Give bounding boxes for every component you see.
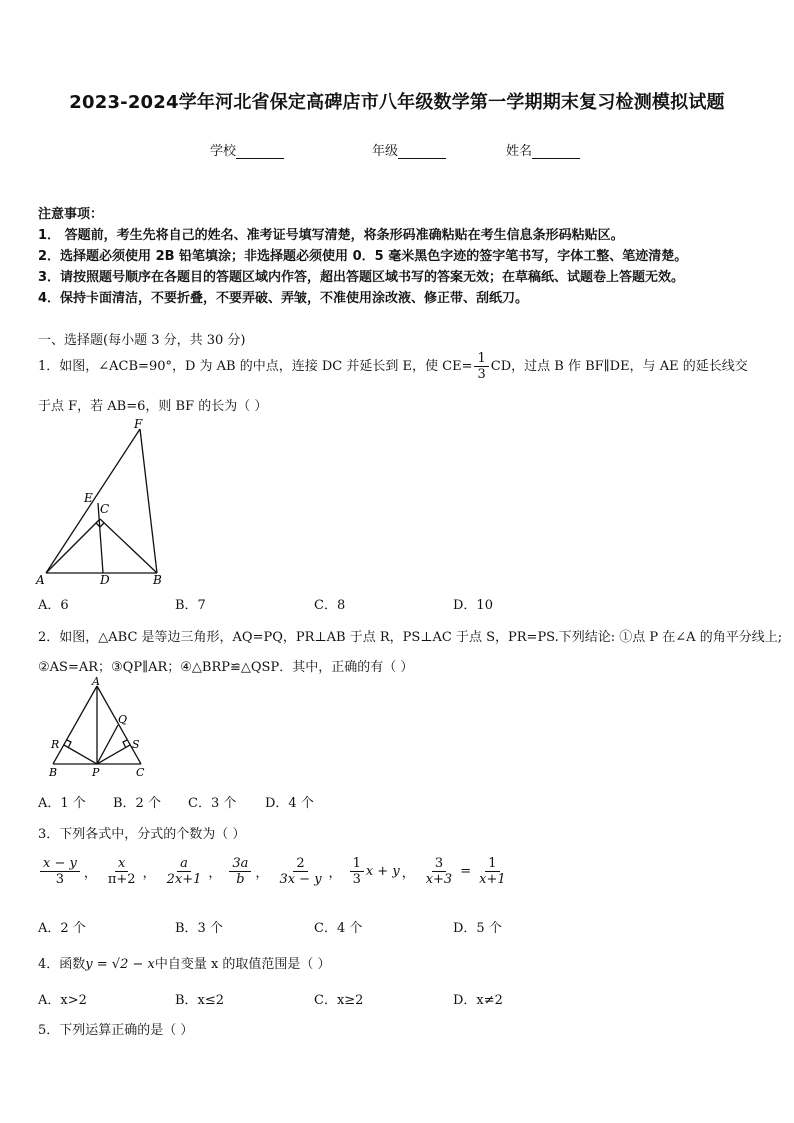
q2-option-b: B．2 个: [113, 796, 161, 811]
q1-stem-line2: 于点 F，若 AB=6，则 BF 的长为（ ）: [38, 399, 268, 414]
grade-label: 年级: [372, 144, 399, 159]
segment-AC: [46, 519, 100, 573]
label-C: C: [100, 502, 110, 516]
denominator: b: [236, 872, 245, 887]
q1-fraction: [474, 351, 488, 382]
q5-stem: 5．下列运算正确的是（ ）: [38, 1023, 194, 1038]
q4-option-c: C．x≥2: [314, 993, 364, 1008]
denominator: 3: [55, 872, 65, 887]
numerator: 3: [432, 856, 446, 872]
label-B: B: [153, 573, 162, 587]
q3-expr-5: [276, 856, 324, 887]
numerator: 2: [293, 856, 307, 872]
q1-option-b: B．7: [175, 598, 206, 613]
q4-option-a: A．x>2: [38, 993, 87, 1008]
q1-option-c: C．8: [314, 598, 346, 613]
q1-text-b: CD，过点 B 作 BF∥DE，与 AE 的延长线交: [490, 359, 748, 374]
q4-option-d: D．x≠2: [453, 993, 503, 1008]
q3-expr-4: [229, 856, 251, 887]
q3-expr-2: [105, 856, 139, 887]
notice-item: 4．保持卡面清洁，不要折叠，不要弄破、弄皱，不准使用涂改液、修正带、刮纸刀。: [38, 291, 529, 306]
numerator: x: [115, 856, 128, 872]
q3-expressions: $\frac{x - y}{3}$ ， $\frac{x}{\pi+2}$ ， $\frac{a}{2x+1}$ ， $\frac{3a}{b}$ ， $\frac{2}{3x - y}$ ， $\frac{1}{3}$ x + y ， $\frac{3}{x+3}$ = $\frac{1}{x+1}$: [38, 856, 511, 887]
segment-BF: [140, 429, 157, 573]
label-Q: Q: [118, 713, 128, 726]
denominator: x+1: [479, 872, 506, 887]
q3-expr-6: [350, 856, 364, 887]
q2-stem-line2: ②AS=AR；③QP∥AR；④△BRP≌△QSP．其中，正确的有（ ）: [38, 660, 414, 675]
notice-item: 2．选择题必须使用 2B 铅笔填涂；非选择题必须使用 0．5 毫米黑色字迹的签字笔书写，字体工整、笔迹清楚。: [38, 249, 688, 264]
notice-heading: 注意事项：: [38, 207, 104, 222]
grade-field: [372, 140, 446, 159]
label-A: A: [36, 573, 45, 587]
numerator: 1: [350, 856, 364, 872]
numerator: a: [177, 856, 191, 872]
label-F: F: [134, 417, 143, 431]
q3-option-a: A．2 个: [38, 921, 86, 936]
label-P: P: [92, 766, 100, 779]
notice-item: 1． 答题前，考生先将自己的姓名、准考证号填写清楚，将条形码准确粘贴在考生信息条形码粘贴区。: [38, 228, 624, 243]
q4-function: y = √2 − x: [85, 957, 155, 972]
q1-text-a: 1．如图，∠ACB=90°，D 为 AB 的中点，连接 DC 并延长到 E，使 CE=: [38, 359, 473, 374]
label-E: E: [84, 491, 93, 505]
q2-option-a: A．1 个: [38, 796, 86, 811]
numerator: x − y: [40, 856, 80, 872]
q3-option-d: D．5 个: [453, 921, 502, 936]
denominator: π+2: [107, 872, 136, 887]
page-title: 2023-2024学年河北省保定高碑店市八年级数学第一学期期末复习检测模拟试题: [69, 92, 725, 113]
q2-figure: [40, 676, 155, 781]
q3-expr-7: [423, 856, 456, 887]
q3-expr-3: [164, 856, 205, 887]
q3-stem: 3．下列各式中，分式的个数为（ ）: [38, 827, 246, 842]
q1-frac-denominator: 3: [477, 367, 486, 382]
segment-PR: [64, 745, 97, 764]
q4-stem: [38, 953, 331, 972]
denominator: 2x+1: [166, 872, 202, 887]
school-blank: [236, 144, 284, 159]
label-B: B: [49, 766, 58, 779]
q4-option-b: B．x≤2: [175, 993, 225, 1008]
q3-expr-7-rhs: [476, 856, 509, 887]
segment-AF: [46, 429, 140, 573]
q3-expr-1: [40, 856, 80, 887]
label-D: D: [100, 573, 110, 587]
q1-option-d: D．10: [453, 598, 493, 613]
q2-option-d: D．4 个: [265, 796, 314, 811]
label-S: S: [132, 738, 140, 751]
label-A: A: [92, 676, 100, 688]
q1-option-a: A．6: [38, 598, 69, 613]
name-blank: [532, 144, 580, 159]
q1-figure: [30, 416, 180, 591]
segment-AB: [53, 686, 97, 764]
q2-option-c: C．3 个: [188, 796, 237, 811]
name-label: 姓名: [506, 144, 533, 159]
school-label: 学校: [210, 144, 237, 159]
section-heading: 一、选择题(每小题 3 分，共 30 分): [38, 333, 246, 348]
label-R: R: [51, 738, 60, 751]
q1-stem-line1: [38, 350, 748, 384]
grade-blank: [398, 144, 446, 159]
q4-post: 中自变量 x 的取值范围是（ ）: [154, 957, 331, 972]
name-field: [506, 140, 580, 159]
q3-option-c: C．4 个: [314, 921, 363, 936]
numerator: 1: [485, 856, 499, 872]
notice-item: 3．请按照题号顺序在各题目的答题区域内作答，超出答题区域书写的答案无效；在草稿纸、试题卷上答题无效。: [38, 270, 685, 285]
q3-expr-6-tail: x + y: [365, 864, 400, 879]
school-field: [210, 140, 284, 159]
numerator: 3a: [229, 856, 251, 872]
segment-BC: [100, 519, 157, 573]
q4-pre: 4．函数: [38, 957, 86, 972]
denominator: x+3: [425, 872, 453, 887]
label-C: C: [136, 766, 145, 779]
q3-option-b: B．3 个: [175, 921, 223, 936]
q1-frac-numerator: 1: [474, 351, 488, 367]
denominator: 3: [352, 872, 361, 887]
denominator: 3x − y: [279, 872, 322, 887]
q2-stem-line1: 2．如图，△ABC 是等边三角形，AQ=PQ，PR⊥AB 于点 R，PS⊥AC 于点 S，PR=PS.下列结论: ①点 P 在∠A 的角平分线上;: [38, 630, 783, 645]
